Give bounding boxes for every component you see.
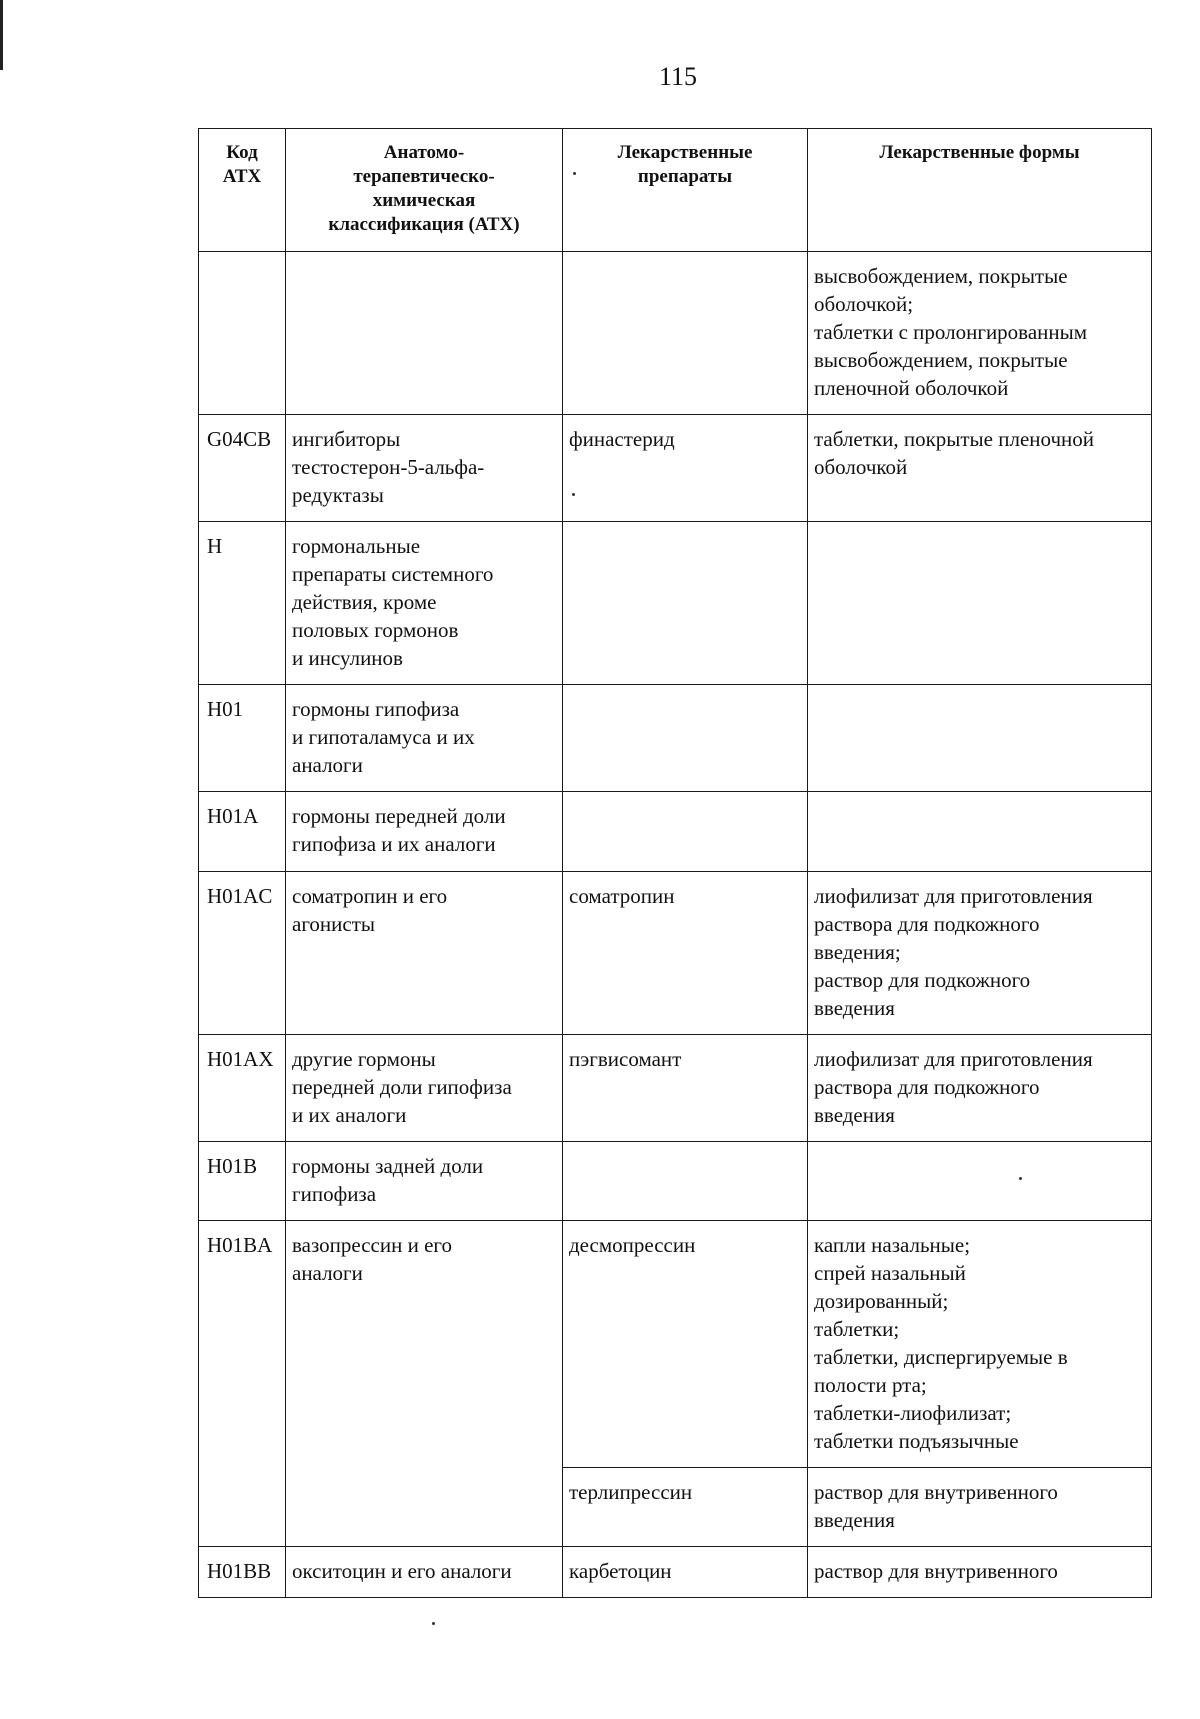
table-header-row <box>199 129 1152 252</box>
atx-code-cell: H01AX <box>199 1035 286 1142</box>
drug-cell: карбетоцин <box>563 1547 808 1598</box>
drug-cell: терлипрессин <box>563 1468 808 1547</box>
drug-cell: финастерид <box>563 415 808 522</box>
atx-code-cell: H01BB <box>199 1547 286 1598</box>
dosage-forms-cell: таблетки, покрытые пленочной оболочкой <box>808 415 1152 522</box>
scan-speck <box>573 172 576 175</box>
table-row <box>199 522 1152 685</box>
atx-code-cell: H01A <box>199 792 286 872</box>
drug-cell <box>563 252 808 415</box>
table-row <box>199 415 1152 522</box>
scan-edge-mark <box>0 0 3 70</box>
drug-cell <box>563 1142 808 1221</box>
classification-cell: гормональные препараты системного действия, кроме половых гормонов и инсулинов <box>286 522 563 685</box>
page-number: 115 <box>658 62 698 91</box>
atx-code-cell: H <box>199 522 286 685</box>
drug-cell: десмопрессин <box>563 1221 808 1468</box>
dosage-forms-cell <box>808 685 1152 792</box>
table-row <box>199 252 1152 415</box>
dosage-forms-cell <box>808 792 1152 872</box>
scan-speck <box>432 1622 435 1625</box>
table-row <box>199 792 1152 872</box>
header-atx-classification: Анатомо- терапевтическо- химическая классификация (АТХ) <box>286 129 563 252</box>
classification-cell: ингибиторы тестостерон-5-альфа- редуктазы <box>286 415 563 522</box>
classification-cell: вазопрессин и его аналоги <box>286 1221 563 1547</box>
dosage-forms-cell <box>808 522 1152 685</box>
dosage-forms-cell: лиофилизат для приготовления раствора для подкожного введения; раствор для подкожного введения <box>808 872 1152 1035</box>
atx-code-cell: G04CB <box>199 415 286 522</box>
dosage-forms-cell: лиофилизат для приготовления раствора для подкожного введения <box>808 1035 1152 1142</box>
classification-cell: соматропин и его агонисты <box>286 872 563 1035</box>
table-row <box>199 1547 1152 1598</box>
scan-speck <box>1019 1177 1022 1180</box>
table-row <box>199 1142 1152 1221</box>
table-row <box>199 1221 1152 1468</box>
drug-cell: соматропин <box>563 872 808 1035</box>
classification-cell: гормоны гипофиза и гипоталамуса и их аналоги <box>286 685 563 792</box>
classification-cell: гормоны передней доли гипофиза и их аналоги <box>286 792 563 872</box>
header-drugs: Лекарственные препараты <box>563 129 808 252</box>
dosage-forms-cell: раствор для внутривенного введения <box>808 1468 1152 1547</box>
classification-cell <box>286 252 563 415</box>
atx-drug-table <box>198 128 1152 1598</box>
drug-cell: пэгвисомант <box>563 1035 808 1142</box>
dosage-forms-cell: капли назальные; спрей назальный дозированный; таблетки; таблетки, диспергируемые в полости рта; таблетки-лиофилизат; таблетки подъязычные <box>808 1221 1152 1468</box>
classification-cell: окситоцин и его аналоги <box>286 1547 563 1598</box>
table-row <box>199 1035 1152 1142</box>
atx-code-cell: H01B <box>199 1142 286 1221</box>
drug-cell <box>563 685 808 792</box>
header-atx-code: Код АТХ <box>199 129 286 252</box>
classification-cell: гормоны задней доли гипофиза <box>286 1142 563 1221</box>
drug-cell <box>563 792 808 872</box>
header-dosage-forms: Лекарственные формы <box>808 129 1152 252</box>
table-row <box>199 872 1152 1035</box>
table-row <box>199 685 1152 792</box>
scan-speck <box>572 493 575 496</box>
dosage-forms-cell <box>808 1142 1152 1221</box>
atx-code-cell: H01 <box>199 685 286 792</box>
classification-cell: другие гормоны передней доли гипофиза и их аналоги <box>286 1035 563 1142</box>
atx-code-cell <box>199 252 286 415</box>
atx-code-cell: H01AC <box>199 872 286 1035</box>
dosage-forms-cell: раствор для внутривенного <box>808 1547 1152 1598</box>
drug-cell <box>563 522 808 685</box>
dosage-forms-cell: высвобождением, покрытые оболочкой; таблетки с пролонгированным высвобождением, покрытые пленочной оболочкой <box>808 252 1152 415</box>
atx-code-cell: H01BA <box>199 1221 286 1547</box>
